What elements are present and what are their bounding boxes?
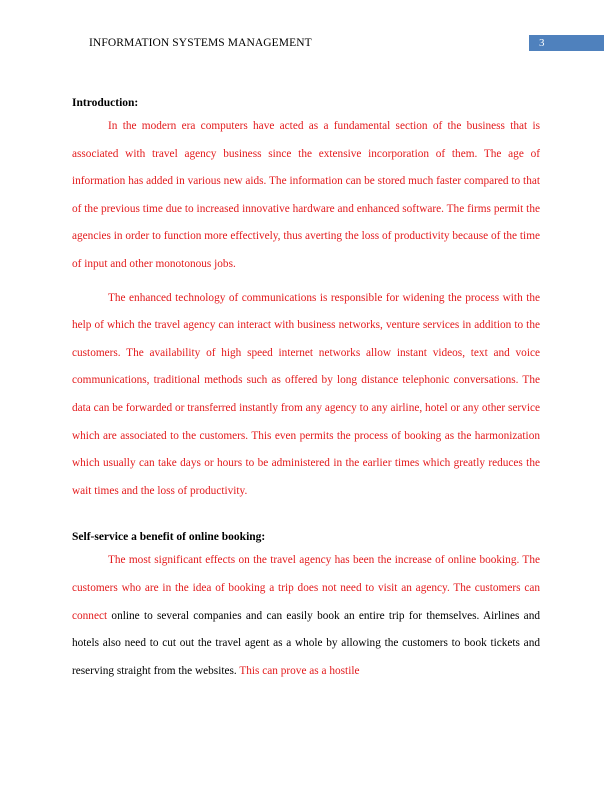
document-body [72, 95, 540, 685]
intro-paragraph-1: In the modern era computers have acted as a fundamental section of the business that is associated with travel agency business since the extensive incorporation of them. The age of information has added in various new aids. The information can be stored much faster compared to that of the previous time due to increased innovative hardware and enhanced software. The firms permit the agencies in order to function more effectively, thus averting the loss of productivity because of the time of input and other monotonous jobs. [72, 120, 540, 270]
text-run-highlighted: The most significant effects on the travel agency has been the increase of online booking. The customers who are in the idea of booking a trip does not need to visit an agency. The customers can connect [72, 554, 540, 622]
page-number-badge: 3 [529, 35, 604, 51]
section-heading-self-service: Self-service a benefit of online booking: [72, 531, 266, 544]
intro-paragraph-2: The enhanced technology of communications is responsible for widening the process with the help of which the travel agency can interact with business networks, venture services in addition to the customers. The availability of high speed internet networks allow instant videos, text and voice communications, traditional methods such as offered by long distance telephonic conversations. The data can be forwarded or transferred instantly from any agency to any airline, hotel or any other service which are associated to the customers. This even permits the process of booking as the harmonization which usually can take days or hours to be administered in the earlier times which greatly reduces the wait times and the loss of productivity. [72, 291, 540, 497]
text-run-normal: online to several companies and can easily book an entire trip for themselves. Airlines and hotels also need to cut out the travel agent as a whole by allowing the customers to book tickets and reserving straight from the websites. [72, 609, 540, 677]
text-run-highlighted-end: This can prove as a hostile [239, 664, 360, 677]
self-service-paragraph [72, 547, 540, 685]
section-heading-introduction: Introduction: [72, 97, 139, 109]
running-head: INFORMATION SYSTEMS MANAGEMENT [89, 37, 312, 49]
